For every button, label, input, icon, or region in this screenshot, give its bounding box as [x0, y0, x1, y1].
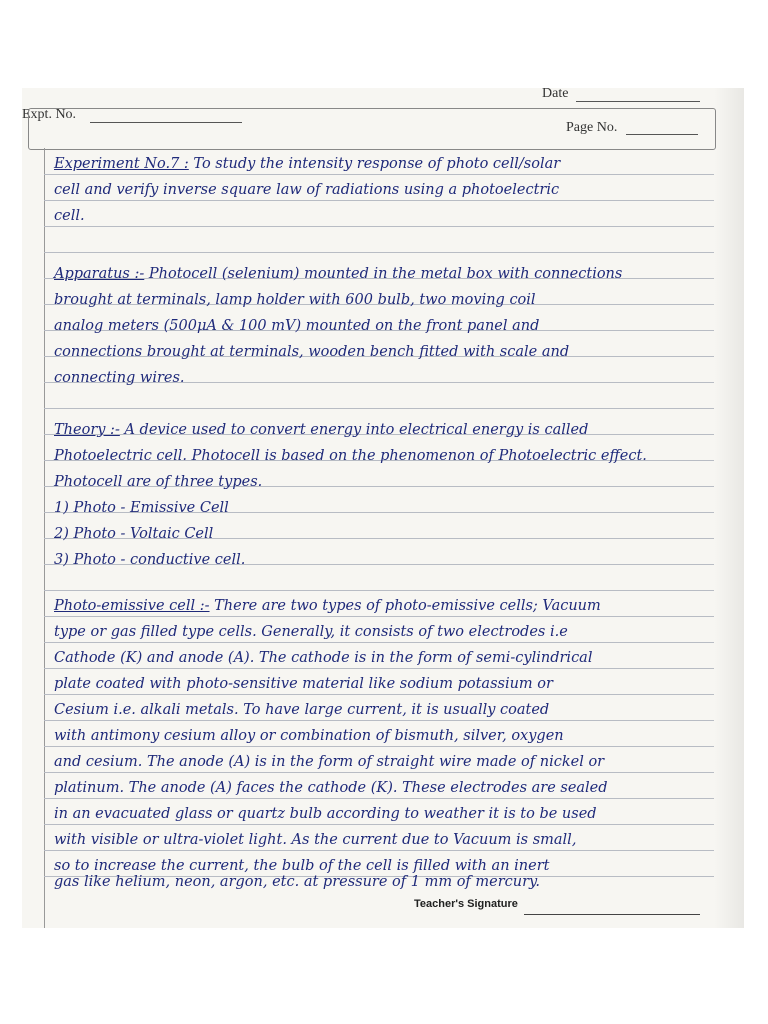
text-line: connections brought at terminals, wooden bench fitted with scale and: [54, 344, 570, 360]
section-heading: Experiment No.7 :: [54, 156, 189, 172]
ruled-line: [44, 824, 714, 825]
text-line: type or gas filled type cells. Generally, it consists of two electrodes i.e: [54, 624, 568, 640]
ruled-line: [44, 174, 714, 175]
text-line: Photoelectric cell. Photocell is based on the phenomenon of Photoelectric effect.: [54, 448, 647, 464]
text-line: Experiment No.7 : To study the intensity response of photo cell/solar: [54, 156, 561, 172]
text-line: and cesium. The anode (A) is in the form of straight wire made of nickel or: [54, 754, 605, 770]
text-line: platinum. The anode (A) faces the cathode (K). These electrodes are sealed: [54, 780, 608, 796]
teacher-signature-label: Teacher's Signature: [414, 898, 518, 910]
signature-line: [524, 914, 700, 915]
text-line: with antimony cesium alloy or combination of bismuth, silver, oxygen: [54, 728, 564, 744]
page-no-line: [626, 134, 698, 135]
text-line: analog meters (500μA & 100 mV) mounted on the front panel and: [54, 318, 540, 334]
ruled-line: [44, 720, 714, 721]
ruled-line: [44, 668, 714, 669]
text-line: in an evacuated glass or quartz bulb according to weather it is to be used: [54, 806, 597, 822]
ruled-line: [44, 642, 714, 643]
text-line: Cathode (K) and anode (A). The cathode is in the form of semi-cylindrical: [54, 650, 593, 666]
section-heading: Apparatus :-: [54, 266, 145, 282]
ruled-line: [44, 252, 714, 253]
text-line: Theory :- A device used to convert energy into electrical energy is called: [54, 422, 589, 438]
ruled-line: [44, 772, 714, 773]
section-heading: Theory :-: [54, 422, 120, 438]
text-line: plate coated with photo-sensitive material like sodium potassium or: [54, 676, 553, 692]
expt-no-label: Expt. No.: [22, 107, 77, 122]
date-label: Date: [542, 86, 569, 101]
text-line: Apparatus :- Photocell (selenium) mounted in the metal box with connections: [54, 266, 623, 282]
ruled-line: [44, 200, 714, 201]
ruled-line: [44, 226, 714, 227]
ruled-line: [44, 746, 714, 747]
text-line: brought at terminals, lamp holder with 600 bulb, two moving coil: [54, 292, 536, 308]
ruled-line: [44, 694, 714, 695]
text-line: connecting wires.: [54, 370, 185, 386]
ruled-line: [44, 798, 714, 799]
text-line: Cesium i.e. alkali metals. To have large current, it is usually coated: [54, 702, 550, 718]
ruled-line: [44, 616, 714, 617]
list-item: 2) Photo - Voltaic Cell: [54, 526, 214, 542]
text-line: with visible or ultra-violet light. As the current due to Vacuum is small,: [54, 832, 577, 848]
list-item: 1) Photo - Emissive Cell: [54, 500, 229, 516]
text-line: gas like helium, neon, argon, etc. at pressure of 1 mm of mercury.: [54, 874, 540, 890]
text-line: so to increase the current, the bulb of the cell is filled with an inert: [54, 858, 550, 874]
text-line: Photocell are of three types.: [54, 474, 263, 490]
section-heading: Photo-emissive cell :-: [54, 598, 210, 614]
text-line: cell.: [54, 208, 85, 224]
text-line: cell and verify inverse square law of radiations using a photoelectric: [54, 182, 560, 198]
date-line: [576, 101, 700, 102]
ruled-line: [44, 590, 714, 591]
page-no-label: Page No.: [566, 120, 618, 135]
list-item: 3) Photo - conductive cell.: [54, 552, 246, 568]
text-line: Photo-emissive cell :- There are two types of photo-emissive cells; Vacuum: [54, 598, 601, 614]
ruled-line: [44, 850, 714, 851]
ruled-line: [44, 408, 714, 409]
